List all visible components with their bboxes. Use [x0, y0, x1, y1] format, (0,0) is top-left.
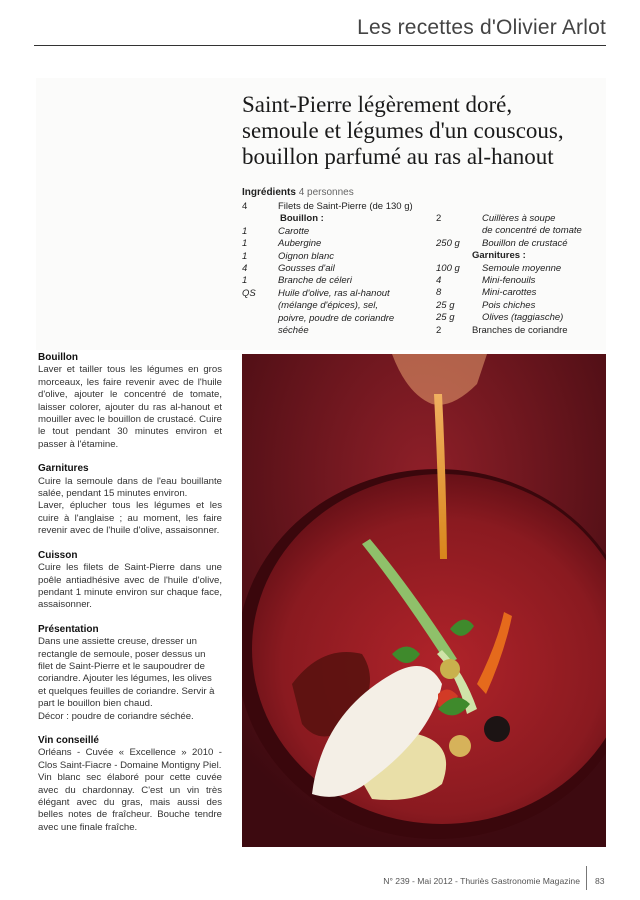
step-text: Vin blanc sec élaboré pour cette cuvée avec du chardonnay. C'est un vin très élégant avec du gras, mais aussi des belles notes de fraîcheur. Bouche tendre avec une finale fraîche.	[38, 772, 222, 833]
ingredients-label: Ingrédients	[242, 187, 296, 198]
ingredient-row: 250 g Bouillon de crustacé	[436, 237, 568, 249]
ingredient-group-heading: Garnitures :	[472, 250, 526, 262]
page-number: 83	[595, 876, 605, 886]
ingredient-group-heading: Bouillon :	[280, 213, 324, 225]
step-section	[38, 352, 222, 451]
recipe-steps	[38, 352, 222, 846]
ingredient-row: 1 Branche de céleri	[242, 275, 352, 287]
ingredient-row: QS Huile d'olive, ras al-hanout	[242, 287, 390, 299]
ingredients-column-2	[436, 213, 582, 337]
ingredient-row: séchée	[278, 325, 309, 337]
olive	[484, 716, 510, 742]
ingredient-row: 1 Carotte	[242, 225, 310, 237]
ingredient-row: 4 Mini-fenouils	[436, 275, 536, 287]
step-section	[38, 735, 222, 834]
ingredients-column-1	[242, 201, 413, 337]
step-text: Orléans - Cuvée « Excellence » 2010 - Clos Saint-Fiacre - Domaine Montigny Piel.	[38, 747, 222, 771]
servings: 4 personnes	[298, 187, 354, 198]
step-title: Bouillon	[38, 352, 78, 363]
dish-photo	[242, 354, 606, 847]
header-rule	[34, 45, 606, 46]
ingredient-row: 25 g Olives (taggiasche)	[436, 312, 564, 324]
ingredient-row: 2 Cuillères à soupe	[436, 213, 556, 224]
step-text: Cuire la semoule dans de l'eau bouillante salée, pendant 15 minutes environ.	[38, 475, 222, 500]
ingredient-row: 1 Aubergine	[242, 238, 322, 250]
ingredient-row: 25 g Pois chiches	[436, 299, 536, 311]
recipe-title-line: bouillon parfumé au ras al-hanout	[242, 144, 554, 169]
footer-separator	[586, 866, 587, 890]
chickpea	[449, 735, 471, 757]
step-section	[38, 550, 222, 612]
ingredient-row: 2 Branches de coriandre	[436, 324, 568, 336]
step-text: Laver et tailler tous les légumes en gros morceaux, les faire revenir avec de l'huile d'olive, ajouter le concentré de tomate, laisser colorer, ajouter du ras al-hanout et mouiller avec le bouillon de crustacé. Cuire le tout pendant 30 minutes environ et passer à l'étamine.	[38, 364, 222, 450]
step-title: Cuisson	[38, 549, 78, 561]
step-title: Vin conseillé	[38, 734, 99, 746]
step-text: Laver, éplucher tous les légumes et les cuire à l'anglaise ; au moment, les faire revenir avec de l'huile d'olive, assaisonner.	[38, 500, 222, 537]
recipe-title-line: Saint-Pierre légèrement doré,	[242, 92, 513, 117]
ingredient-row: 8 Mini-carottes	[436, 287, 537, 299]
magazine-section-title: Les recettes d'Olivier Arlot	[357, 16, 606, 39]
step-text: Dans une assiette creuse, dresser un rectangle de semoule, poser dessus un filet de Saint-Pierre et le saupoudrer de coriandre. Ajouter les légumes, les olives et quelques feuilles de coriandre. Servir à part le bouillon bien chaud.	[38, 636, 215, 710]
ingredient-row: 1 Oignon blanc	[242, 250, 334, 262]
footer-issue: N° 239 - Mai 2012 - Thuriès Gastronomie Magazine	[383, 876, 580, 886]
recipe-title-line: semoule et légumes d'un couscous,	[242, 118, 564, 143]
ingredient-row: poivre, poudre de coriandre	[278, 312, 395, 324]
step-section	[38, 624, 222, 723]
step-text: Décor : poudre de coriandre séchée.	[38, 710, 194, 722]
step-text: Cuire les filets de Saint-Pierre dans une poêle antiadhésive avec de l'huile d'olive, pendant 1 minute environ sur chaque face, assaisonner.	[38, 562, 222, 611]
recipe-title	[242, 92, 602, 170]
ingredient-row: 4 Gousses d'ail	[242, 263, 335, 275]
ingredient-row: de concentré de tomate	[482, 225, 582, 237]
ingredient-row: (mélange d'épices), sel,	[278, 300, 379, 312]
step-section	[38, 463, 222, 537]
step-title: Présentation	[38, 623, 99, 635]
ingredients-heading	[242, 187, 354, 199]
chickpea	[440, 659, 460, 679]
ingredient-row: 4 Filets de Saint-Pierre (de 130 g)	[242, 201, 413, 212]
step-title: Garnitures	[38, 463, 89, 475]
ingredient-row: 100 g Semoule moyenne	[436, 262, 562, 274]
